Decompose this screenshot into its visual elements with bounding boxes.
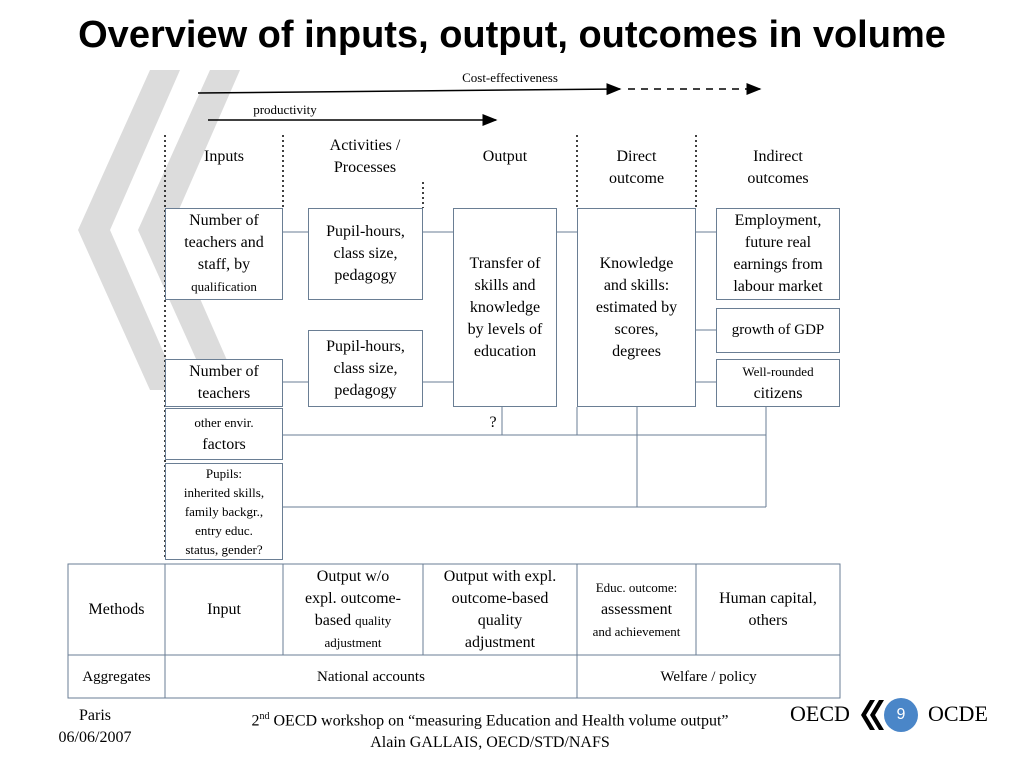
direct-line2: outcome — [608, 170, 665, 187]
footer-place: Paris — [79, 707, 111, 724]
text-line: staff, by — [197, 256, 251, 273]
ocde-logo-text: OCDE — [928, 701, 988, 726]
text-line: Pupil-hours, — [326, 223, 405, 240]
input-environment-box — [165, 408, 283, 460]
text-line: factors — [202, 436, 246, 453]
text-line: based — [314, 611, 356, 629]
output-box — [453, 208, 557, 407]
text-line: outcome-based — [451, 589, 549, 607]
text-line: Knowledge — [599, 254, 674, 272]
footer-workshop — [180, 706, 800, 754]
indirect-citizens-box — [716, 359, 840, 407]
text-line: by levels of — [467, 320, 543, 338]
text-line: education — [473, 342, 537, 360]
indirect-gdp-box — [716, 308, 840, 353]
text-line: Pupil-hours, — [326, 337, 405, 355]
column-header-inputs: Inputs — [204, 148, 244, 165]
text-line: estimated by — [595, 298, 678, 316]
method-educ-outcome — [577, 564, 696, 655]
text-line: teachers — [197, 385, 251, 402]
direct-line1: Direct — [616, 148, 657, 165]
indirect-line1: Indirect — [753, 148, 803, 165]
welfare-policy-cell: Welfare / policy — [660, 668, 757, 685]
text-line: skills and — [474, 276, 536, 294]
text-line: labour market — [733, 278, 823, 295]
question-mark: ? — [489, 414, 497, 431]
text-line: others — [748, 611, 788, 629]
text-line: earnings from — [733, 256, 823, 273]
text-line: 2 — [251, 712, 260, 730]
footer-date: 06/06/2007 — [58, 729, 132, 746]
text-line: Well-rounded — [742, 364, 814, 379]
text-line: qualification — [191, 279, 257, 294]
direct-outcome-box — [577, 208, 696, 407]
page-title: Overview of inputs, output, outcomes in volume — [78, 14, 946, 56]
text-line: citizens — [753, 385, 803, 402]
method-output-without — [283, 564, 423, 655]
text-line: Number of — [189, 363, 259, 380]
text-line: quality — [355, 612, 392, 628]
aggregates-label: Aggregates — [82, 668, 151, 685]
text-line: status, gender? — [185, 542, 263, 557]
text-line: Pupils: — [205, 466, 243, 481]
text-line: expl. outcome- — [305, 589, 401, 607]
text-line: Human capital, — [719, 589, 817, 607]
text-line: other envir. — [194, 415, 254, 430]
column-header-indirect — [716, 146, 840, 190]
column-header-activities — [290, 135, 440, 179]
oecd-logo-text: OECD — [790, 701, 850, 726]
input-pupils-box — [165, 463, 283, 560]
oecd-chevron-icon — [860, 700, 886, 730]
text-line: degrees — [612, 342, 661, 360]
input-teachers-box — [165, 359, 283, 407]
text-line: knowledge — [469, 298, 541, 316]
cost-effectiveness-label: Cost-effectiveness — [462, 70, 558, 85]
text-line: scores, — [614, 320, 659, 338]
activity-box-2 — [308, 330, 423, 407]
text-line: Transfer of — [469, 254, 541, 272]
text-line: OECD workshop on “measuring Education and Health volume output” — [269, 712, 729, 730]
method-output-with — [423, 564, 577, 655]
text-line: Educ. outcome: — [595, 579, 678, 595]
text-line: assessment — [600, 600, 673, 618]
text-line: Employment, — [734, 212, 822, 229]
indirect-employment-box — [716, 208, 840, 300]
text-line: nd — [259, 711, 270, 722]
activity-box-1 — [308, 208, 423, 300]
footer-place-date — [40, 705, 150, 749]
footer-author: Alain GALLAIS, OECD/STD/NAFS — [370, 734, 610, 752]
text-line: Output with expl. — [443, 567, 557, 585]
indirect-line2: outcomes — [747, 170, 809, 187]
text-line: adjustment — [324, 634, 382, 650]
text-line: future real — [744, 234, 812, 251]
text-line: growth of GDP — [731, 322, 825, 338]
text-line: class size, — [333, 359, 398, 377]
method-human-capital — [696, 564, 840, 655]
national-accounts-cell: National accounts — [317, 668, 425, 685]
text-line: inherited skills, — [183, 485, 265, 500]
text-line: entry educ. — [195, 523, 253, 538]
text-line: and achievement — [592, 623, 681, 639]
text-line: pedagogy — [334, 381, 397, 399]
text-line: and skills: — [603, 276, 670, 294]
text-line: Number of — [189, 212, 259, 229]
text-line: adjustment — [464, 633, 536, 651]
input-teachers-staff-box — [165, 208, 283, 300]
page-number-badge: 9 — [884, 698, 918, 732]
productivity-label: productivity — [253, 102, 317, 117]
activities-line2: Processes — [333, 159, 397, 176]
column-header-direct — [577, 146, 696, 190]
activities-line1: Activities / — [329, 137, 401, 154]
text-line: teachers and — [184, 234, 264, 251]
text-line: Output w/o — [316, 567, 390, 585]
text-line: family backgr., — [184, 504, 264, 519]
text-line: quality — [477, 611, 523, 629]
column-header-output: Output — [482, 148, 528, 165]
method-input: Input — [207, 600, 241, 618]
methods-label: Methods — [88, 600, 145, 618]
text-line: class size, — [333, 245, 398, 262]
text-line: pedagogy — [334, 267, 397, 284]
